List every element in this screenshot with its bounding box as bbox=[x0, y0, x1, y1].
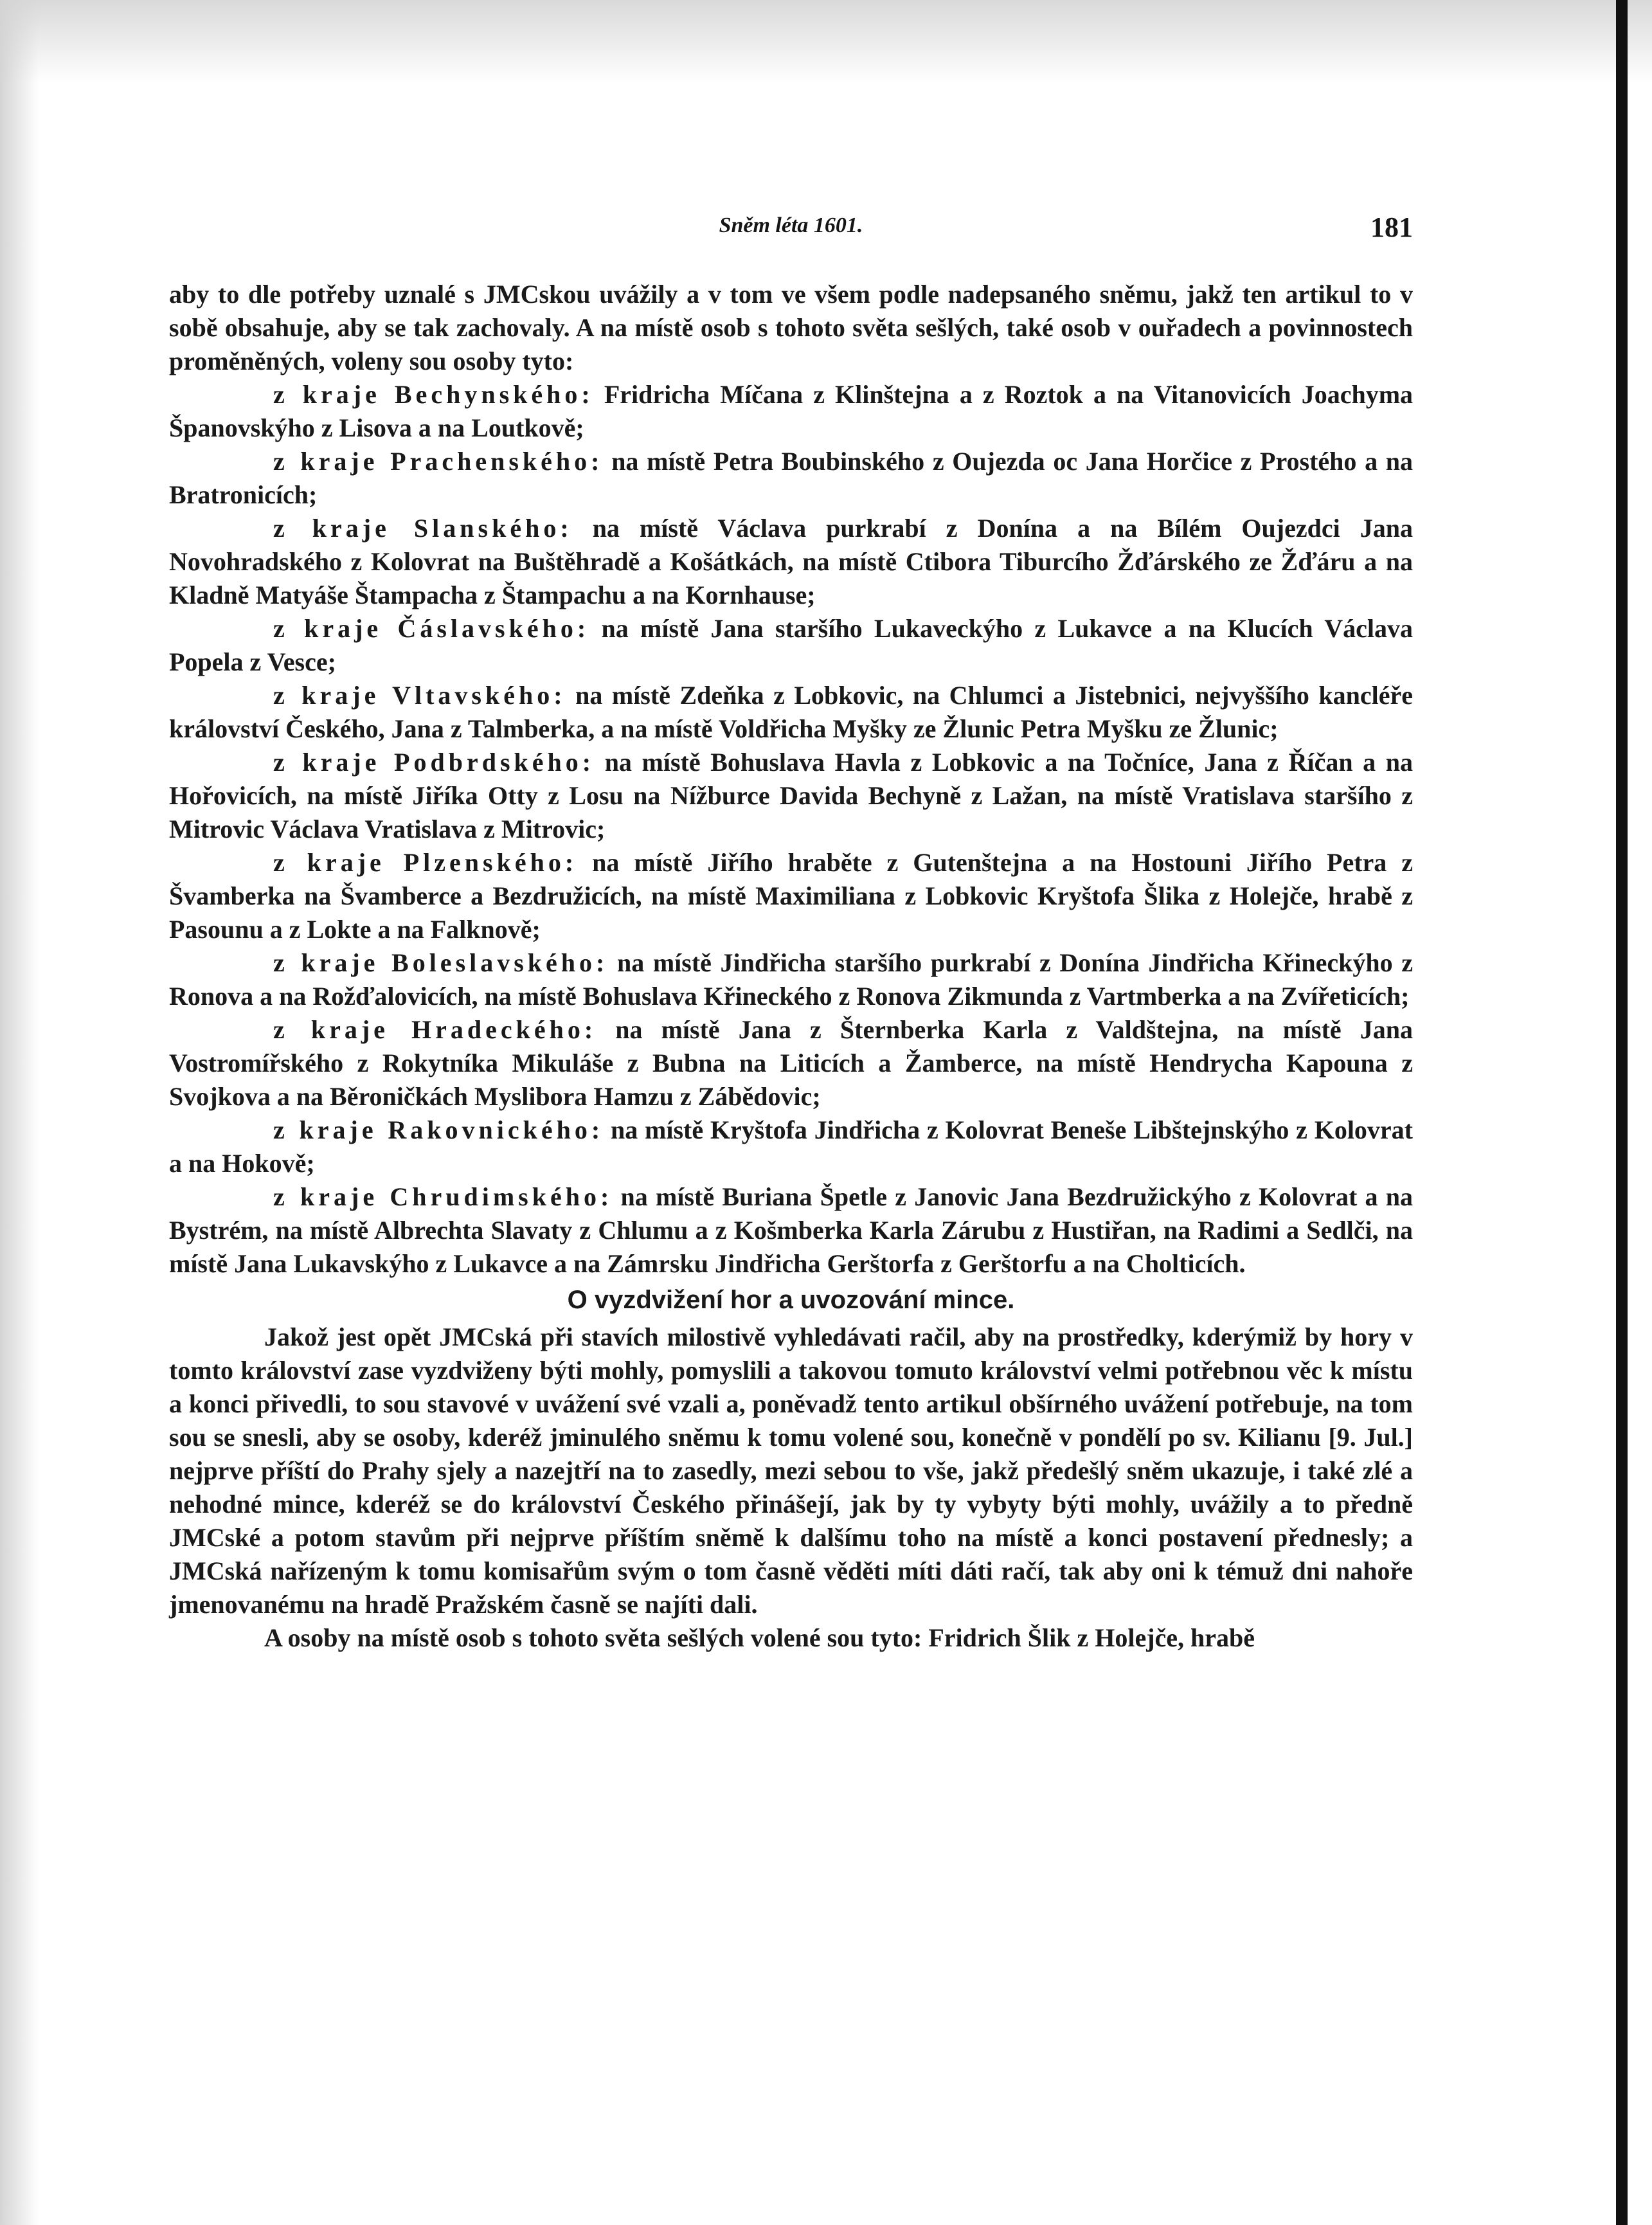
region-text: na místě Kryštofa Jindřicha z Kolovrat Beneše Libštejnskýho z Kolovrat a na Hokově; bbox=[169, 1115, 1414, 1178]
scan-shadow-left bbox=[0, 0, 39, 2225]
intro-paragraph: aby to dle potřeby uznalé s JMCskou uvážily a v tom ve všem podle nadepsaného sněmu, jakž ten artikul to v sobě obsahuje, aby se tak zachovaly. A na místě osob s tohoto světa sešlých, také osob v ouřadech a povinnostech proměněných, voleny sou osoby tyto: bbox=[169, 280, 1413, 375]
region-text: na místě Václava purkrabí z Donína a na Bílém Oujezdci Jana Novohradského z Kolovrat na Buštěhradě a Košátkách, na místě Ctibora Tiburcího Žďárského ze Žďáru a na Kladně Matyáše Štampacha z Štampachu a na Kornhause; bbox=[169, 514, 1414, 609]
region-entry bbox=[169, 445, 1413, 512]
region-text: na místě Bohuslava Havla z Lobkovic a na Točníce, Jana z Říčan a na Hořovicích, na místě Jiříka Otty z Losu na Nížburce Davida Bechyně z Lažan, na místě Vratislava staršího z Mitrovic Václava Vratislava z Mitrovic; bbox=[169, 748, 1414, 843]
scan-border-right bbox=[1616, 0, 1628, 2225]
region-label: z kraje Plzenského: bbox=[273, 848, 578, 877]
region-label: z kraje Vltavského: bbox=[273, 681, 566, 710]
region-label: z kraje Podbrdského: bbox=[273, 748, 595, 777]
region-entry bbox=[169, 946, 1413, 1013]
running-title: Sněm léta 1601. bbox=[719, 213, 863, 237]
region-label: z kraje Chrudimského: bbox=[273, 1182, 613, 1211]
body-paragraph: Jakož jest opět JMCská při stavích milostivě vyhledávati račil, aby na prostředky, kderýmiž by hory v tomto království zase vyzdviženy býti mohly, pomyslili a takovou tomuto království velmi potřebnou věc k místu a konci přivedli, to sou stavové v uvážení své vzali a, poněvadž tento artikul obšírného uvážení potřebuje, na tom sou se snesli, aby se osoby, kderéž jminulého sněmu k tomu volené sou, konečně v pondělí po sv. Kilianu [9. Jul.] nejprve příští do Prahy sjely a nazejtří na to zasedly, mezi sebou to vše, jakž předešlý sněm ukazuje, i také zlé a nehodné mince, kderéž se do království Českého přinášejí, jak by ty vybyty býti mohly, uvážily a to předně JMCské a potom stavům při nejprve příštím sněmě k dalšímu toho na místě a konci postavení přednesly; a JMCská nařízeným k tomu komisařům svým o tom časně věděti míti dáti račí, tak aby oni k témuž dni nahoře jmenovanému na hradě Pražském časně se najíti dali. bbox=[169, 1322, 1413, 1619]
region-label: z kraje Slanského: bbox=[273, 514, 573, 543]
region-entry bbox=[169, 1013, 1413, 1113]
page-body bbox=[169, 278, 1413, 1655]
region-entry bbox=[169, 1113, 1413, 1180]
region-text: Fridricha Míčana z Klinštejna a z Roztok a na Vitanovicích Joachyma Španovskýho z Lisova a na Loutkově; bbox=[169, 380, 1414, 442]
section-heading: O vyzdvižení hor a uvozování mince. bbox=[567, 1286, 1015, 1314]
region-entry bbox=[169, 512, 1413, 612]
region-text: na místě Jana staršího Lukaveckýho z Lukavce a na Klucích Václava Popela z Vesce; bbox=[169, 614, 1414, 676]
region-text: na místě Jindřicha staršího purkrabí z Donína Jindřicha Křineckýho z Ronova a na Rožďalovicích, na místě Bohuslava Křineckého z Ronova Zikmunda z Vartmberka a na Zvířeticích; bbox=[169, 948, 1414, 1011]
region-label: z kraje Boleslavského: bbox=[273, 948, 609, 977]
region-entry bbox=[169, 679, 1413, 746]
region-text: na místě Zdeňka z Lobkovic, na Chlumci a Jistebnici, nejvyššího kancléře království Českého, Jana z Talmberka, a na místě Voldřicha Myšky ze Žlunic Petra Myšku ze Žlunic; bbox=[169, 681, 1414, 743]
region-text: na místě Buriana Špetle z Janovic Jana Bezdružickýho z Kolovrat a na Bystrém, na místě Albrechta Slavaty z Chlumu a z Košmberka Karla Zárubu z Hustiřan, na Radimi a Sedlči, na místě Jana Lukavskýho z Lukavce a na Zámrsku Jindřicha Gerštorfa z Gerštorfu a na Cholticích. bbox=[169, 1182, 1413, 1278]
region-entry bbox=[169, 846, 1413, 946]
region-label: z kraje Bechynského: bbox=[273, 380, 594, 409]
region-text: na místě Jana z Šternberka Karla z Valdštejna, na místě Jana Vostromířského z Rokytníka Mikuláše z Bubna na Liticích a Žamberce, na místě Hendrycha Kapouna z Svojkova a na Běroničkách Myslibora Hamzu z Zábědovic; bbox=[169, 1015, 1414, 1111]
region-text: na místě Jiřího hraběte z Gutenštejna a na Hostouni Jiřího Petra z Švamberka na Švamberce a Bezdružicích, na místě Maximiliana z Lobkovic Kryštofa Šlika z Holejče, hrabě z Pasounu a z Lokte a na Falknově; bbox=[169, 848, 1414, 944]
region-entry bbox=[169, 1180, 1413, 1281]
region-text: na místě Petra Boubinského z Oujezda oc Jana Horčice z Prostého a na Bratronicích; bbox=[169, 447, 1413, 509]
region-entry bbox=[169, 746, 1413, 846]
region-label: z kraje Prachenského: bbox=[273, 447, 604, 476]
region-label: z kraje Hradeckého: bbox=[273, 1015, 597, 1044]
body-paragraph: A osoby na místě osob s tohoto světa sešlých volené sou tyto: Fridrich Šlik z Holejče, hrabě bbox=[264, 1623, 1255, 1652]
scan-shadow-top bbox=[0, 0, 1652, 84]
region-label: z kraje Čáslavského: bbox=[273, 614, 590, 643]
region-entry bbox=[169, 378, 1413, 445]
page-header bbox=[169, 206, 1413, 251]
region-label: z kraje Rakovnického: bbox=[273, 1115, 604, 1144]
region-entry bbox=[169, 612, 1413, 679]
page-number: 181 bbox=[1370, 212, 1413, 243]
